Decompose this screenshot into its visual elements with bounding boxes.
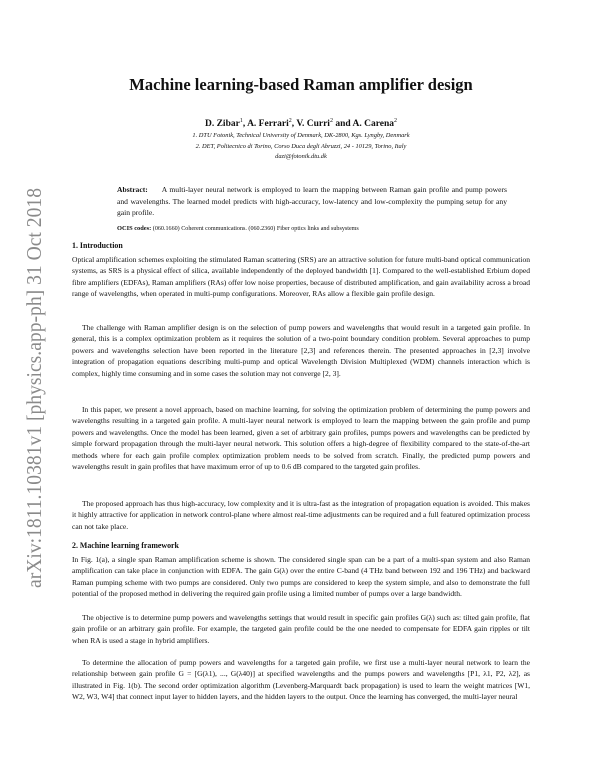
body-paragraph: To determine the allocation of pump powers and wavelengths for a targeted gain profile, we first use a multi-layer neural network to learn the relationship between gain profile G = [G(λ1), ..., G(λ40)] at specified wavelengths and the pumps powers and wavelengths [P1, λ1, P2, λ2], as illustrated in Fig. 1(b). The second order optimization algorithm (Levenberg-Marquardt back propagation) is used to learn the weight matrices [W1, W2, W3, W4] that connect input layer to hidden layers, and the hidden layers to the output. Once the learning has converged, the multi-layer neural [72, 658, 530, 702]
author-name: D. Zibar [204, 119, 240, 130]
author-affil-mark: 2 [288, 118, 292, 124]
ocis-label: OCIS codes: [117, 225, 152, 232]
author-list: D. Zibar$^1$, A. Ferrari$^2$, V. Curri$^2$ and A. Carena$^2$ [204, 118, 398, 130]
section-heading-ml-framework: 2. Machine learning framework [72, 541, 179, 550]
abstract-label: Abstract: [117, 185, 148, 194]
author-email: dazi@fotonik.dtu.dk [275, 153, 327, 160]
abstract [117, 184, 507, 219]
author-affil-mark: 1 [239, 118, 243, 124]
body-paragraph: Optical amplification schemes exploiting the stimulated Raman scattering (SRS) are an attractive solution for future multi-band optical communication systems, as SRS is a physical effect of silica, available independently of the deployed bandwidth [1]. Compared to the well-established Erbium doped fibre amplifiers (EDFAs), Raman amplifiers (RAs) offer low noise properties, because of distributed amplification, and gain availability across a broad range of wavelengths, when operated in multi-pump configurations. Moreover, RAs allow a flexible gain profile design. [72, 255, 530, 299]
author-name: A. Ferrari [247, 119, 289, 130]
arxiv-identifier-stamp [12, 0, 52, 776]
body-paragraph: In Fig. 1(a), a single span Raman amplification scheme is shown. The considered single span can be a part of a multi-span system and also Raman amplification can take place in conjunction with EDFA. The gain G(λ) over the entire C-band (4 THz band between 192 and 196 THz) and backward Raman pumping scheme with two pumps are considered. Only two pumps are considered to keep the system simple, and also to demonstrate the full potential of the proposed method in delivering the required gain profile using a limited number of pumps over a large bandwidth. [72, 555, 530, 599]
author-name: A. Carena [352, 119, 395, 130]
ocis-codes [117, 224, 507, 234]
affiliations [72, 131, 530, 163]
affiliation-line: 1. DTU Fotonik, Technical University of Denmark, DK-2800, Kgs. Lyngby, Denmark [192, 132, 410, 139]
abstract-text: A multi-layer neural network is employed to learn the mapping between Raman gain profile and pump powers and wavelengths. The learned model predicts with high-accuracy, low-latency and low-complexity the pumping setup for any gain profile. [117, 185, 507, 218]
body-paragraph: The challenge with Raman amplifier design is on the selection of pump powers and wavelengths that would result in a targeted gain profile. In general, this is a complex optimization problem as it requires the solution of a two-point boundary condition problem. Several approaches to pump powers and wavelengths selection have been reported in the literature [2,3] and references therein. The presented approaches in [2,3] involve integration of propagation equations describing multi-pump and optical Wavelength Division Multiplexed (WDM) channels interaction which is complex, highly time consuming and in some cases the solution may not converge [2, 3]. [72, 323, 530, 378]
ocis-text: (060.1660) Coherent communications. (060.2360) Fiber optics links and subsystems [152, 226, 359, 232]
affiliation-line: 2. DET, Politecnico di Torino, Corso Duca degli Abruzzi, 24 - 10129, Torino, Italy [195, 142, 407, 150]
arxiv-identifier-text: arXiv:1811.10381v1 [physics.app-ph] 31 Oct 2018 [22, 159, 46, 588]
paper-title: Machine learning-based Raman amplifier design [129, 75, 473, 94]
section-heading-introduction: 1. Introduction [72, 241, 123, 250]
body-paragraph: In this paper, we present a novel approach, based on machine learning, for solving the optimization problem of determining the pump powers and wavelengths resulting in a targeted gain profile. A multi-layer neural network is employed to learn the mapping between the gain profile and pump powers and wavelengths. Once the model has been learned, given a set of arbitrary gain profiles, pumps powers and wavelengths can be predicted by simple forward propagation through the multi-layer neural network. This solution offers a high-degree of flexibility compared to the state-of-the-art methods where for each gain profile complex optimization problem needs to be solved from scratch. Finally, the predicted pump powers and wavelengths result in gain profiles that have maximum error of up to 0.6 dB compared to the targeted gain profiles. [72, 405, 530, 472]
author-affil-mark: 2 [329, 118, 333, 124]
author-affil-mark: 2 [394, 118, 398, 124]
body-paragraph: The proposed approach has thus high-accuracy, low complexity and it is ultra-fast as the integration of propagation equation is avoided. This makes it highly attractive for application in network control-plane where almost real-time adjustments can be required and a full featured optimization process can not take place. [72, 499, 530, 531]
body-paragraph: The objective is to determine pump powers and wavelengths settings that would result in specific gain profiles G(λ) such as: tilted gain profile, flat gain profile or an arbitrary gain profile. For example, the targeted gain profile could be the one needed to compensate for EDFA gain ripples or tilt when RA is used a stage in hybrid amplifiers. [72, 613, 530, 645]
author-name: V. Curri [296, 119, 330, 130]
